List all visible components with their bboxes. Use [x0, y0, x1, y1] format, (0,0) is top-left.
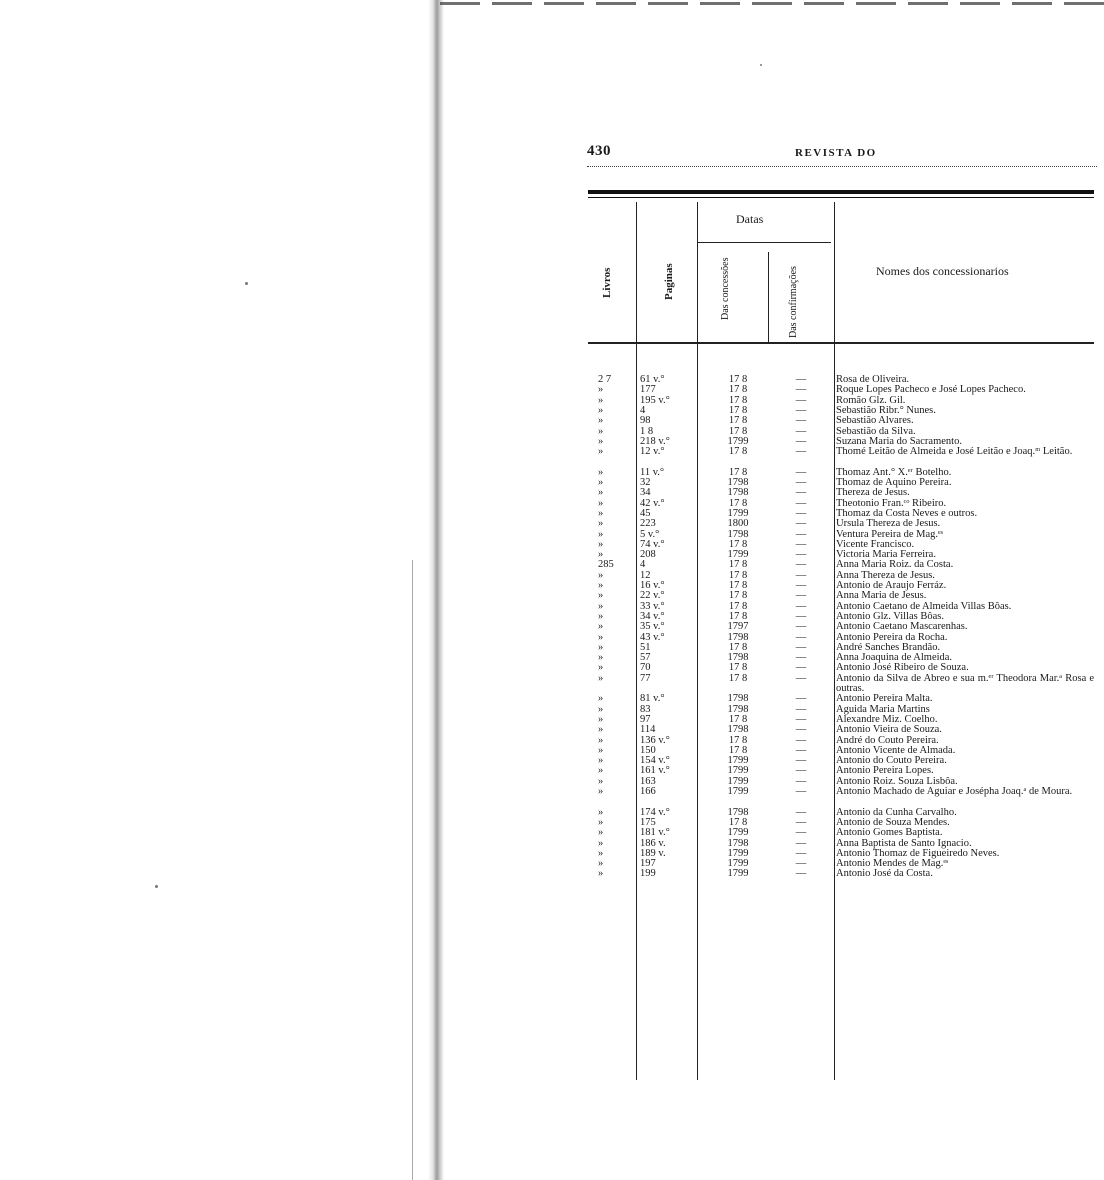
confirmacao-date-cell: —	[795, 497, 807, 509]
column-divider	[697, 202, 698, 1080]
confirmacao-date-cell: —	[795, 652, 807, 664]
confirmacao-date-cell: —	[795, 693, 807, 705]
confirmacao-date-cell: —	[795, 775, 807, 787]
pagina-cell: 32	[640, 477, 651, 488]
confirmacao-date-cell: —	[795, 404, 807, 416]
pagina-cell: 51	[640, 641, 651, 653]
pagina-cell: 114	[640, 724, 656, 736]
concessionario-name-cell: Vicente Francisco.	[836, 538, 915, 550]
concessao-date-cell: 1798	[727, 487, 749, 499]
confirmacao-date-cell: —	[795, 703, 807, 715]
concessao-date-cell: 17 8	[728, 415, 748, 427]
pagina-cell: 174 v.°	[640, 806, 670, 818]
concessionario-name-cell: Antonio de Araujo Ferráz.	[836, 580, 947, 591]
pagina-cell: 195 v.°	[640, 394, 670, 406]
concessao-date-cell: 17 8	[728, 394, 748, 406]
confirmacao-date-cell: —	[795, 590, 807, 602]
pagina-cell: 208	[640, 549, 656, 561]
confirmacao-date-cell: —	[795, 631, 807, 643]
table-top-rule	[588, 190, 1094, 194]
livro-cell: »	[598, 765, 604, 777]
concessao-date-cell: 1799	[727, 786, 749, 797]
pagina-cell: 197	[640, 858, 656, 870]
pagina-cell: 74 v.°	[640, 538, 665, 550]
concessionario-name-cell: Suzana Maria do Sacramento.	[836, 435, 962, 447]
livro-cell: »	[598, 487, 604, 499]
pagina-cell: 136 v.°	[640, 734, 670, 746]
livro-cell: »	[598, 837, 604, 849]
concessao-date-cell: 1799	[727, 507, 749, 519]
concessao-date-cell: 17 8	[728, 466, 748, 478]
pagina-cell: 16 v.°	[640, 580, 665, 591]
pagina-cell: 218 v.°	[640, 435, 670, 447]
header-rule	[587, 166, 1097, 167]
header-paginas: Paginas	[663, 263, 675, 300]
concessionario-name-cell: Romão Glz. Gil.	[836, 394, 906, 406]
concessao-date-cell: 17 8	[728, 446, 748, 458]
confirmacao-date-cell: —	[795, 446, 807, 458]
livro-cell: »	[598, 384, 604, 396]
confirmacao-date-cell: —	[795, 621, 807, 633]
confirmacao-date-cell: —	[795, 425, 807, 437]
column-divider	[834, 202, 835, 1080]
confirmacao-date-cell: —	[795, 435, 807, 447]
confirmacao-date-cell: —	[795, 786, 807, 797]
header-livros: Livros	[601, 267, 613, 298]
confirmacao-date-cell: —	[795, 600, 807, 612]
concessionario-name-cell: Antonio Vieira de Souza.	[836, 724, 942, 736]
concessao-date-cell: 1800	[727, 518, 749, 530]
livro-cell: 285	[598, 559, 614, 571]
concessionario-name-cell: André Sanches Brandão.	[836, 641, 941, 653]
concessao-date-cell: 17 8	[728, 425, 748, 437]
pagina-cell: 70	[640, 662, 651, 674]
speck	[760, 64, 762, 66]
confirmacao-date-cell: —	[795, 569, 807, 581]
confirmacao-date-cell: —	[795, 507, 807, 519]
livro-cell: »	[598, 580, 604, 591]
concessao-date-cell: 17 8	[728, 600, 748, 612]
livro-cell: »	[598, 786, 604, 797]
concessionario-name-cell: Anna Thereza de Jesus.	[836, 569, 935, 581]
pagina-cell: 1 8	[640, 425, 654, 437]
concessionario-name-cell: Sebastião Ribr.° Nunes.	[836, 404, 936, 416]
pagina-cell: 22 v.°	[640, 590, 665, 602]
pagina-cell: 154 v.°	[640, 755, 670, 767]
confirmacao-date-cell: —	[795, 868, 807, 880]
livro-cell: »	[598, 528, 604, 540]
concessionario-name-cell: Antonio Caetano Mascarenhas.	[836, 621, 968, 633]
pagina-cell: 12 v.°	[640, 446, 665, 458]
concessao-date-cell: 1798	[727, 631, 749, 643]
concessionario-name-cell: Antonio José Ribeiro de Souza.	[836, 662, 969, 674]
livro-cell: »	[598, 672, 604, 684]
concessao-date-cell: 17 8	[728, 744, 748, 756]
concessao-date-cell: 17 8	[728, 641, 748, 653]
concessionario-name-cell: Thomaz de Aquino Pereira.	[836, 477, 952, 488]
livro-cell: »	[598, 724, 604, 736]
confirmacao-date-cell: —	[795, 610, 807, 622]
running-title: REVISTA DO	[795, 147, 877, 159]
pagina-cell: 35 v.°	[640, 621, 665, 633]
pagina-cell: 12	[640, 569, 651, 581]
confirmacao-date-cell: —	[795, 734, 807, 746]
concessionario-name-cell: Aguida Maria Martins	[836, 703, 930, 715]
confirmacao-date-cell: —	[795, 466, 807, 478]
concessao-date-cell: 1798	[727, 652, 749, 664]
confirmacao-date-cell: —	[795, 518, 807, 530]
pagina-cell: 177	[640, 384, 656, 396]
livro-cell: »	[598, 662, 604, 674]
pagina-cell: 34 v.°	[640, 610, 665, 622]
concessionario-name-cell: Antonio da Silva de Abreo e sua m.ᵉʳ Theodora Mar.ᵃ Rosa e outras.	[836, 672, 1094, 694]
pagina-cell: 181 v.°	[640, 827, 670, 839]
confirmacao-date-cell: —	[795, 755, 807, 767]
top-edge-line	[440, 2, 1104, 5]
confirmacao-date-cell: —	[795, 724, 807, 736]
livro-cell: »	[598, 631, 604, 643]
confirmacao-date-cell: —	[795, 580, 807, 591]
concessao-date-cell: 17 8	[728, 538, 748, 550]
livro-cell: »	[598, 713, 604, 725]
concessionario-name-cell: Thereza de Jesus.	[836, 487, 910, 499]
confirmacao-date-cell: —	[795, 477, 807, 488]
livro-cell: »	[598, 652, 604, 664]
pagina-cell: 189 v.	[640, 847, 666, 859]
livro-cell: »	[598, 538, 604, 550]
concessao-date-cell: 1797	[727, 621, 749, 633]
concessao-date-cell: 1798	[727, 477, 749, 488]
confirmacao-date-cell: —	[795, 713, 807, 725]
concessao-date-cell: 17 8	[728, 374, 748, 385]
concessao-date-cell: 17 8	[728, 662, 748, 674]
concessionario-name-cell: Sebastião Alvares.	[836, 415, 914, 427]
confirmacao-date-cell: —	[795, 765, 807, 777]
concessionario-name-cell: Thomaz Ant.° X.ᵉʳ Botelho.	[836, 466, 952, 478]
concessions-table	[588, 190, 1096, 1080]
confirmacao-date-cell: —	[795, 528, 807, 540]
concessao-date-cell: 1799	[727, 755, 749, 767]
concessionario-name-cell: Anna Maria Roiz. da Costa.	[836, 559, 954, 571]
pagina-cell: 34	[640, 487, 651, 499]
livro-cell: »	[598, 507, 604, 519]
confirmacao-date-cell: —	[795, 549, 807, 561]
pagina-cell: 97	[640, 713, 651, 725]
livro-cell: »	[598, 446, 604, 458]
confirmacao-date-cell: —	[795, 837, 807, 849]
confirmacao-date-cell: —	[795, 487, 807, 499]
concessao-date-cell: 1799	[727, 847, 749, 859]
livro-cell: »	[598, 415, 604, 427]
concessionario-name-cell: Anna Baptista de Santo Ignacio.	[836, 837, 972, 849]
concessao-date-cell: 17 8	[728, 559, 748, 571]
livro-cell: »	[598, 600, 604, 612]
concessao-date-cell: 1798	[727, 528, 749, 540]
concessao-date-cell: 17 8	[728, 610, 748, 622]
confirmacao-date-cell: —	[795, 559, 807, 571]
confirmacao-date-cell: —	[795, 672, 807, 684]
pagina-cell: 98	[640, 415, 651, 427]
pagina-cell: 175	[640, 816, 656, 828]
livro-cell: »	[598, 477, 604, 488]
pagina-cell: 33 v.°	[640, 600, 665, 612]
confirmacao-date-cell: —	[795, 415, 807, 427]
livro-cell: »	[598, 744, 604, 756]
pagina-cell: 61 v.°	[640, 374, 665, 385]
concessionario-name-cell: Alexandre Miz. Coelho.	[836, 713, 938, 725]
concessao-date-cell: 1798	[727, 806, 749, 818]
header-das-concessoes: Das concessões	[720, 257, 731, 320]
livro-cell: »	[598, 569, 604, 581]
concessionario-name-cell: Antonio Thomaz de Figueiredo Neves.	[836, 847, 1000, 859]
confirmacao-date-cell: —	[795, 538, 807, 550]
confirmacao-date-cell: —	[795, 816, 807, 828]
concessao-date-cell: 17 8	[728, 672, 748, 684]
header-nomes: Nomes dos concessionarios	[876, 264, 1009, 278]
speck	[155, 885, 158, 888]
concessao-date-cell: 1798	[727, 693, 749, 705]
livro-cell: »	[598, 466, 604, 478]
concessao-date-cell: 1799	[727, 858, 749, 870]
livro-cell: »	[598, 858, 604, 870]
confirmacao-date-cell: —	[795, 641, 807, 653]
confirmacao-date-cell: —	[795, 394, 807, 406]
concessao-date-cell: 17 8	[728, 569, 748, 581]
pagina-cell: 42 v.°	[640, 497, 665, 509]
concessionario-name-cell: Antonio de Souza Mendes.	[836, 816, 950, 828]
speck	[245, 282, 248, 285]
concessao-date-cell: 1799	[727, 549, 749, 561]
livro-cell: »	[598, 610, 604, 622]
confirmacao-date-cell: —	[795, 384, 807, 396]
margin-line	[412, 560, 413, 1180]
pagina-cell: 166	[640, 786, 656, 797]
pagina-cell: 81 v.°	[640, 693, 665, 705]
concessao-date-cell: 17 8	[728, 497, 748, 509]
livro-cell: »	[598, 621, 604, 633]
concessionario-name-cell: Antonio Pereira Lopes.	[836, 765, 934, 777]
livro-cell: »	[598, 693, 604, 705]
pagina-cell: 223	[640, 518, 656, 530]
pagina-cell: 4	[640, 559, 646, 571]
concessionario-name-cell: Ursula Thereza de Jesus.	[836, 518, 941, 530]
concessionario-name-cell: Antonio Machado de Aguiar e Josépha Joaq.ᵃ de Moura.	[836, 786, 1073, 797]
pagina-cell: 161 v.°	[640, 765, 670, 777]
concessionario-name-cell: Antonio Mendes de Mag.ᵉˢ	[836, 858, 949, 870]
livro-cell: »	[598, 806, 604, 818]
concessionario-name-cell: Anna Joaquina de Almeida.	[836, 652, 953, 664]
confirmacao-date-cell: —	[795, 744, 807, 756]
livro-cell: »	[598, 868, 604, 880]
pagina-cell: 163	[640, 775, 656, 787]
livro-cell: »	[598, 703, 604, 715]
pagina-cell: 11 v.°	[640, 466, 665, 478]
concessionario-name-cell: Roque Lopes Pacheco e José Lopes Pacheco.	[836, 384, 1026, 396]
livro-cell: »	[598, 435, 604, 447]
concessao-date-cell: 17 8	[728, 384, 748, 396]
concessao-date-cell: 17 8	[728, 404, 748, 416]
datas-subheader-rule	[698, 242, 831, 243]
pagina-cell: 57	[640, 652, 651, 664]
concessao-date-cell: 1799	[727, 435, 749, 447]
concessionario-name-cell: Anna Maria de Jesus.	[836, 590, 927, 602]
concessao-date-cell: 1798	[727, 703, 749, 715]
livro-cell: »	[598, 816, 604, 828]
page-spine-shadow	[428, 0, 444, 1180]
column-divider	[768, 252, 769, 342]
livro-cell: »	[598, 775, 604, 787]
concessionario-name-cell: Thomé Leitão de Almeida e José Leitão e Joaq.ᵐ Leitão.	[836, 446, 1073, 458]
concessionario-name-cell: Victoria Maria Ferreira.	[836, 549, 936, 561]
livro-cell: »	[598, 734, 604, 746]
concessionario-name-cell: Theotonio Fran.ᶜᵒ Ribeiro.	[836, 497, 947, 509]
table-top-rule-thin	[588, 197, 1094, 198]
concessionario-name-cell: Antonio Pereira da Rocha.	[836, 631, 948, 643]
concessao-date-cell: 1799	[727, 775, 749, 787]
concessionario-name-cell: André do Couto Pereira.	[836, 734, 939, 746]
concessionario-name-cell: Rosa de Oliveira.	[836, 374, 910, 385]
pagina-cell: 83	[640, 703, 651, 715]
concessao-date-cell: 17 8	[728, 590, 748, 602]
concessionario-name-cell: Sebastião da Silva.	[836, 425, 916, 437]
concessionario-name-cell: Antonio do Couto Pereira.	[836, 755, 947, 767]
livro-cell: »	[598, 549, 604, 561]
livro-cell: 2 7	[598, 374, 612, 385]
concessao-date-cell: 1799	[727, 868, 749, 880]
concessionario-name-cell: Antonio Glz. Villas Bôas.	[836, 610, 944, 622]
header-das-confirmacoes: Das confirmações	[788, 266, 799, 338]
pagina-cell: 4	[640, 404, 646, 416]
pagina-cell: 5 v.°	[640, 528, 660, 540]
livro-cell: »	[598, 425, 604, 437]
livro-cell: »	[598, 827, 604, 839]
concessionario-name-cell: Ventura Pereira de Mag.ᵉˢ	[836, 528, 943, 540]
livro-cell: »	[598, 755, 604, 767]
livro-cell: »	[598, 497, 604, 509]
pagina-cell: 199	[640, 868, 656, 880]
concessao-date-cell: 17 8	[728, 580, 748, 591]
pagina-cell: 186 v.	[640, 837, 666, 849]
column-divider	[636, 202, 637, 1080]
concessao-date-cell: 17 8	[728, 713, 748, 725]
page-number: 430	[587, 143, 611, 159]
livro-cell: »	[598, 641, 604, 653]
concessionario-name-cell: Thomaz da Costa Neves e outros.	[836, 507, 978, 519]
concessionario-name-cell: Antonio Pereira Malta.	[836, 693, 933, 705]
concessao-date-cell: 1798	[727, 837, 749, 849]
table-header-rule	[588, 342, 1094, 344]
concessionario-name-cell: Antonio Vicente de Almada.	[836, 744, 956, 756]
livro-cell: »	[598, 847, 604, 859]
pagina-cell: 45	[640, 507, 651, 519]
confirmacao-date-cell: —	[795, 847, 807, 859]
concessao-date-cell: 17 8	[728, 816, 748, 828]
concessao-date-cell: 1799	[727, 827, 749, 839]
confirmacao-date-cell: —	[795, 806, 807, 818]
confirmacao-date-cell: —	[795, 827, 807, 839]
header-datas: Datas	[736, 212, 764, 226]
concessionario-name-cell: Antonio Gomes Baptista.	[836, 827, 943, 839]
pagina-cell: 150	[640, 744, 656, 756]
concessionario-name-cell: Antonio José da Costa.	[836, 868, 933, 880]
confirmacao-date-cell: —	[795, 374, 807, 385]
confirmacao-date-cell: —	[795, 662, 807, 674]
concessionario-name-cell: Antonio da Cunha Carvalho.	[836, 806, 957, 818]
livro-cell: »	[598, 404, 604, 416]
livro-cell: »	[598, 590, 604, 602]
confirmacao-date-cell: —	[795, 858, 807, 870]
concessionario-name-cell: Antonio Caetano de Almeida Villas Bôas.	[836, 600, 1012, 612]
concessao-date-cell: 1799	[727, 765, 749, 777]
livro-cell: »	[598, 394, 604, 406]
pagina-cell: 77	[640, 672, 651, 684]
pagina-cell: 43 v.°	[640, 631, 665, 643]
concessao-date-cell: 17 8	[728, 734, 748, 746]
livro-cell: »	[598, 518, 604, 530]
concessionario-name-cell: Antonio Roiz. Souza Lisbôa.	[836, 775, 958, 787]
concessao-date-cell: 1798	[727, 724, 749, 736]
